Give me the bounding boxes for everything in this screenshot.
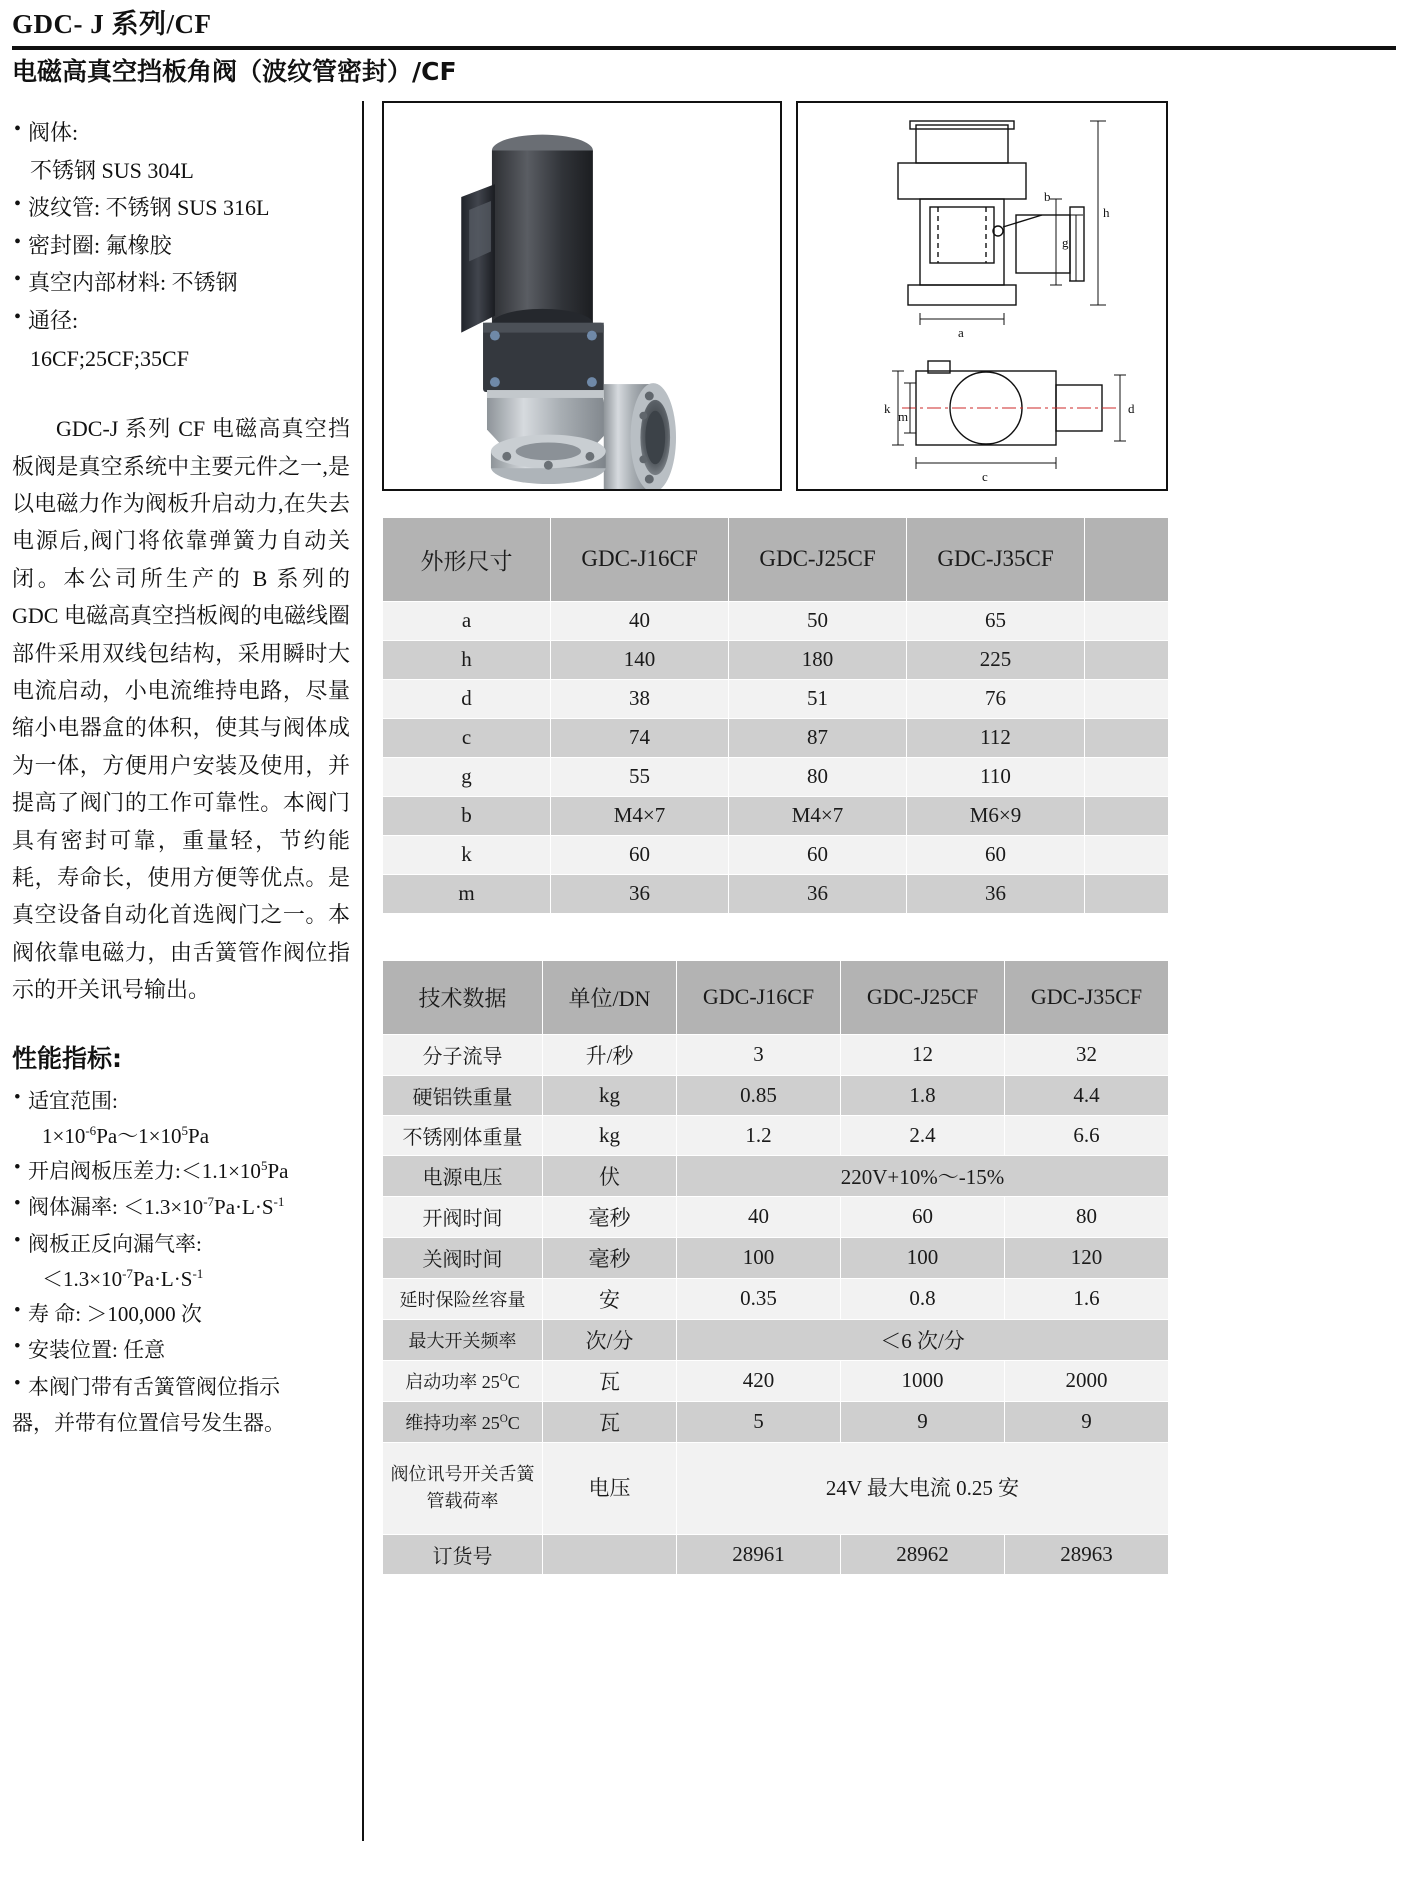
label-c: c xyxy=(982,468,988,484)
tech-cell: 0.35 xyxy=(677,1278,841,1319)
technical-data-table xyxy=(382,960,1169,1575)
front-view-labels xyxy=(958,189,1110,340)
dims-header-cell: 外形尺寸 xyxy=(383,517,551,601)
tech-row-label: 开阀时间 xyxy=(383,1196,543,1237)
tech-cell: 1.6 xyxy=(1005,1278,1169,1319)
tech-row-label: 硬铝铁重量 xyxy=(383,1075,543,1115)
dims-row-label: g xyxy=(383,757,551,796)
tech-unit: 次/分 xyxy=(543,1319,677,1360)
tech-cell-merged: 24V 最大电流 0.25 安 xyxy=(677,1442,1169,1534)
tech-cell: 80 xyxy=(1005,1196,1169,1237)
dims-cell-spacer xyxy=(1085,835,1169,874)
tech-cell: 1.2 xyxy=(677,1115,841,1155)
tech-row-label: 启动功率 $25^OC$ xyxy=(383,1360,543,1401)
table-row xyxy=(383,601,1169,640)
table-row xyxy=(383,874,1169,913)
tech-row-label: 订货号 xyxy=(383,1534,543,1574)
header-divider xyxy=(12,46,1396,50)
perf-item-label: • 适宜范围: xyxy=(12,1085,354,1118)
tech-unit: 安 xyxy=(543,1278,677,1319)
dims-row-label: c xyxy=(383,718,551,757)
tech-row-label: 电源电压 xyxy=(383,1155,543,1196)
tech-cell-merged: 220V+10%～-15% xyxy=(677,1155,1169,1196)
label-k: k xyxy=(884,400,891,416)
tech-cell: 120 xyxy=(1005,1237,1169,1278)
tech-cell: 9 xyxy=(1005,1401,1169,1442)
label-m: m xyxy=(898,408,909,424)
label-h: h xyxy=(1103,204,1110,220)
dims-row-label: m xyxy=(383,874,551,913)
table-row xyxy=(383,1319,1169,1360)
tech-table-body xyxy=(383,1034,1169,1574)
model-code: GDC- J 系列/CF xyxy=(12,9,212,39)
page-body xyxy=(0,93,1408,1841)
dimensions-table xyxy=(382,517,1169,914)
dims-cell: 110 xyxy=(907,757,1085,796)
label-g: g xyxy=(1062,234,1069,250)
tech-cell: 5 xyxy=(677,1401,841,1442)
material-value: 16CF;25CF;35CF xyxy=(30,345,189,371)
dims-cell: 140 xyxy=(551,640,729,679)
perf-item-label: • 安装位置: 任意 xyxy=(12,1334,354,1367)
tech-cell: 28961 xyxy=(677,1534,841,1574)
table-row xyxy=(383,1360,1169,1401)
tech-cell: 28963 xyxy=(1005,1534,1169,1574)
table-row xyxy=(383,835,1169,874)
tech-unit: 毫秒 xyxy=(543,1196,677,1237)
table-row xyxy=(383,1237,1169,1278)
product-photo xyxy=(382,101,782,491)
dims-cell: 50 xyxy=(729,601,907,640)
tech-cell: 32 xyxy=(1005,1034,1169,1075)
label-b: b xyxy=(1044,188,1051,204)
tech-cell: 3 xyxy=(677,1034,841,1075)
tech-cell: 4.4 xyxy=(1005,1075,1169,1115)
perf-item-label: • 开启阀板压差力$:<1.1\times 10^5Pa$ xyxy=(12,1155,354,1188)
tech-row-label: 最大开关频率 xyxy=(383,1319,543,1360)
material-item: • 真空内部材料: 不锈钢 xyxy=(12,265,354,301)
tech-unit: 伏 xyxy=(543,1155,677,1196)
dims-cell: 87 xyxy=(729,718,907,757)
tech-unit xyxy=(543,1534,677,1574)
table-row xyxy=(383,1155,1169,1196)
right-column xyxy=(364,101,1398,1575)
perf-item-label: • 阀板正反向漏气率: xyxy=(12,1228,354,1261)
tech-cell: 28962 xyxy=(841,1534,1005,1574)
tech-cell: 0.8 xyxy=(841,1278,1005,1319)
dims-row-label: a xyxy=(383,601,551,640)
dims-cell-spacer xyxy=(1085,718,1169,757)
tech-cell: 1000 xyxy=(841,1360,1005,1401)
tech-cell: 1.8 xyxy=(841,1075,1005,1115)
perf-item-continuation: 器，并带有位置信号发生器。 xyxy=(12,1410,285,1435)
performance-list xyxy=(12,1085,354,1440)
perf-item-value: $<1.3\times 10^{-7}Pa\cdot L\cdot S^{-1}$ xyxy=(42,1265,204,1291)
perf-item-label: • 寿 命: ＞100,000 次 xyxy=(12,1298,354,1331)
product-description: GDC-J 系列 CF 电磁高真空挡板阀是真空系统中主要元件之一,是以电磁力作为阀板升启动力,在失去 电源后,阀门将依靠弹簧力自动关闭。本公司所生产的 B 系列的 GDC 电磁高真空挡板阀的电磁线圈部件采用双线包结构，采用瞬时大电流启动，小电流维持电路，尽量缩小电器盒的体积，使其与阀体成为一体，方便用户安装及使用，并提高了阀门的工作可靠性。本阀门具有密封可靠，重量轻，节约能耗，寿命长，使用方便等优点。是真空设备自动化首选阀门之一。本阀依靠电磁力，由舌簧管作阀位指示的开关讯号输出。 xyxy=(12,416,350,1003)
dims-cell: M4×7 xyxy=(551,796,729,835)
tech-unit: kg xyxy=(543,1115,677,1155)
perf-item-label: • 阀体漏率: $<1.3\times 10^{-7}Pa\cdot L\cdot S^{-1}$ xyxy=(12,1191,354,1224)
page-title: 电磁高真空挡板角阀（波纹管密封）/CF xyxy=(12,56,457,86)
dims-row-label: d xyxy=(383,679,551,718)
dims-header-cell: GDC-J16CF xyxy=(551,517,729,601)
dims-cell: M4×7 xyxy=(729,796,907,835)
dims-cell: 80 xyxy=(729,757,907,796)
dims-row-label: k xyxy=(383,835,551,874)
table-row xyxy=(383,679,1169,718)
dims-cell: 36 xyxy=(551,874,729,913)
material-item: • 阀体: xyxy=(12,115,354,151)
left-column xyxy=(12,101,364,1841)
dims-row-label: b xyxy=(383,796,551,835)
figures-row xyxy=(382,101,1398,491)
dims-cell: 40 xyxy=(551,601,729,640)
tech-unit: 毫秒 xyxy=(543,1237,677,1278)
table-row xyxy=(383,1278,1169,1319)
dims-cell: 36 xyxy=(729,874,907,913)
materials-list xyxy=(12,115,354,376)
label-d: d xyxy=(1128,400,1135,416)
valve-illustration xyxy=(384,103,780,489)
perf-item-label: • 本阀门带有舌簧管阀位指示 xyxy=(12,1371,354,1404)
page-header xyxy=(0,0,1408,93)
dims-cell-spacer xyxy=(1085,874,1169,913)
table-row xyxy=(383,1034,1169,1075)
tech-cell: 60 xyxy=(841,1196,1005,1237)
dims-cell-spacer xyxy=(1085,757,1169,796)
dims-cell-spacer xyxy=(1085,640,1169,679)
tech-row-label: 维持功率 $25^OC$ xyxy=(383,1401,543,1442)
top-view-labels xyxy=(884,401,1135,484)
tech-header-cell: 单位/DN xyxy=(543,960,677,1034)
tech-unit: 瓦 xyxy=(543,1360,677,1401)
dims-header-cell: GDC-J35CF xyxy=(907,517,1085,601)
material-value: 不锈钢 SUS 304L xyxy=(30,157,194,183)
dims-cell: 65 xyxy=(907,601,1085,640)
tech-cell: 6.6 xyxy=(1005,1115,1169,1155)
material-item: • 密封圈: 氟橡胶 xyxy=(12,228,354,264)
dims-cell: M6×9 xyxy=(907,796,1085,835)
label-a: a xyxy=(958,324,964,340)
tech-header-cell: GDC-J35CF xyxy=(1005,960,1169,1034)
table-row xyxy=(383,757,1169,796)
tech-cell: 2000 xyxy=(1005,1360,1169,1401)
dims-cell-spacer xyxy=(1085,601,1169,640)
dims-cell: 60 xyxy=(551,835,729,874)
table-row xyxy=(383,640,1169,679)
dims-cell: 60 xyxy=(729,835,907,874)
dims-header-spacer xyxy=(1085,517,1169,601)
tech-header-cell: GDC-J25CF xyxy=(841,960,1005,1034)
tech-unit: 电压 xyxy=(543,1442,677,1534)
tech-row-label: 分子流导 xyxy=(383,1034,543,1075)
material-item: • 通径: xyxy=(12,303,354,339)
tech-cell-merged: ＜6 次/分 xyxy=(677,1319,1169,1360)
dims-cell: 51 xyxy=(729,679,907,718)
table-row xyxy=(383,1075,1169,1115)
tech-header-cell: GDC-J16CF xyxy=(677,960,841,1034)
tech-cell: 100 xyxy=(841,1237,1005,1278)
table-row xyxy=(383,796,1169,835)
dims-cell: 60 xyxy=(907,835,1085,874)
dims-cell-spacer xyxy=(1085,679,1169,718)
dims-header-cell: GDC-J25CF xyxy=(729,517,907,601)
dimension-drawing xyxy=(796,101,1168,491)
tech-cell: 100 xyxy=(677,1237,841,1278)
tech-row-label: 关阀时间 xyxy=(383,1237,543,1278)
tech-cell: 9 xyxy=(841,1401,1005,1442)
dims-cell: 180 xyxy=(729,640,907,679)
tech-cell: 12 xyxy=(841,1034,1005,1075)
table-row xyxy=(383,1442,1169,1534)
dims-row-label: h xyxy=(383,640,551,679)
dims-cell-spacer xyxy=(1085,796,1169,835)
dims-cell: 76 xyxy=(907,679,1085,718)
tech-unit: 升/秒 xyxy=(543,1034,677,1075)
dims-table-body xyxy=(383,601,1169,913)
table-row xyxy=(383,718,1169,757)
dims-cell: 112 xyxy=(907,718,1085,757)
tech-header-cell: 技术数据 xyxy=(383,960,543,1034)
table-row xyxy=(383,1534,1169,1574)
tech-row-label: 阀位讯号开关舌簧 管载荷率 xyxy=(383,1442,543,1534)
table-row xyxy=(383,1401,1169,1442)
tech-cell: 420 xyxy=(677,1360,841,1401)
tech-cell: 0.85 xyxy=(677,1075,841,1115)
material-item: • 波纹管: 不锈钢 SUS 316L xyxy=(12,190,354,226)
dims-cell: 36 xyxy=(907,874,1085,913)
drawing-svg xyxy=(798,103,1166,489)
table-row xyxy=(383,1196,1169,1237)
table-header-row xyxy=(383,960,1169,1034)
tech-row-label: 延时保险丝容量 xyxy=(383,1278,543,1319)
performance-heading: 性能指标: xyxy=(12,1043,122,1073)
tech-row-label: 不锈刚体重量 xyxy=(383,1115,543,1155)
table-row xyxy=(383,1115,1169,1155)
tech-cell: 40 xyxy=(677,1196,841,1237)
table-header-row xyxy=(383,517,1169,601)
perf-item-value: $1\times 10^{-6}Pa\sim 1\times 10^5Pa$ xyxy=(42,1122,210,1148)
tech-unit: 瓦 xyxy=(543,1401,677,1442)
tech-unit: kg xyxy=(543,1075,677,1115)
dims-cell: 225 xyxy=(907,640,1085,679)
dims-cell: 55 xyxy=(551,757,729,796)
dims-cell: 38 xyxy=(551,679,729,718)
dims-cell: 74 xyxy=(551,718,729,757)
tech-cell: 2.4 xyxy=(841,1115,1005,1155)
